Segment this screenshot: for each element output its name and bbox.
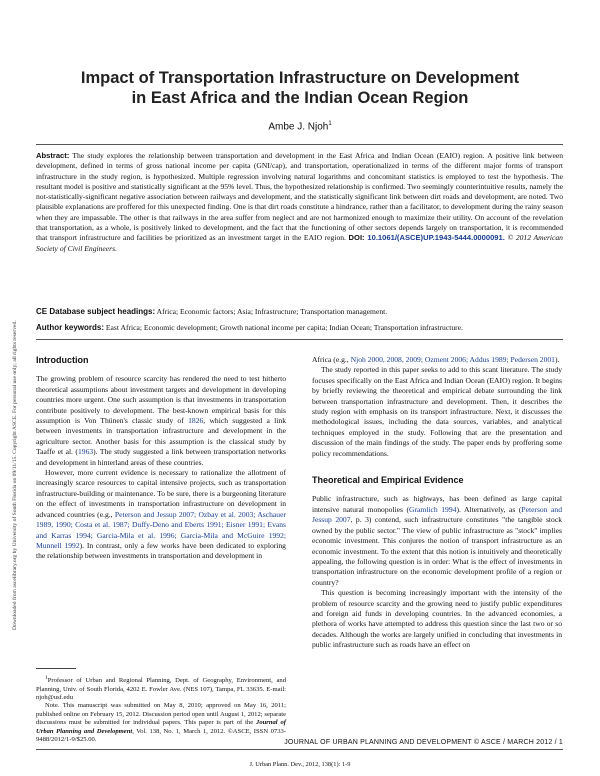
right-paragraph-1: The study reported in this paper seeks to add to this scant literature. The study focuses specifically on the East Africa and Indian Ocean (EAIO) region. It begins by briefly reviewing the theoretical and empirical debate surrounding the link between transportation infrastructure and development. Then, it describes the study region with emphasis on its transport infrastructure. Next, it discusses the methodological issues, including the data sources, variables, and analytical techniques employed in the study. Following that are the presentation and discussion of the main findings of the study. The paper ends by proffering some policy recommendations. [312,365,562,458]
kw-label: Author keywords: [36,323,105,332]
ref-peterson-jessup[interactable]: Peterson and Jessup 2007 [312,504,563,525]
paper-title [40,68,560,108]
title-line-2: in East Africa and the Indian Ocean Region [131,89,469,107]
ref-gramlich[interactable]: Gramlich 1994 [409,504,457,514]
author-name: Ambe J. Njoh [268,121,329,133]
keywords-rule [36,339,563,340]
doi-link[interactable]: 10.1061/(ASCE)UP.1943-5444.0000091. [367,233,505,243]
doi-label: DOI: [348,233,365,243]
journal-footer: JOURNAL OF URBAN PLANNING AND DEVELOPMENT © ASCE / MARCH 2012 / 1 [284,739,563,746]
footer-rule [36,749,563,750]
top-rule [36,144,563,145]
ce-label: CE Database subject headings: [36,307,156,316]
author-keywords [36,323,563,332]
introduction-heading: Introduction [36,355,89,365]
abstract-label: Abstract: [36,151,70,160]
abstract [36,151,563,254]
doi [349,233,505,242]
left-column [36,355,286,562]
right-paragraph-0: Africa (e.g., Njoh 2000, 2008, 2009; Ozment 2006; Addus 1989; Pedersen 2001). [312,355,560,364]
download-sidenote [2,160,18,630]
theory-heading: Theoretical and Empirical Evidence [312,475,464,486]
theory-paragraph-2: This question is becoming increasingly important with the intensity of the problem of resource scarcity and the growing need to justify public expenditures and foreign aid funds in developing countries. In the advanced economies, a plethora of works have attempted to address this question since the last two or so decades. Although the works are largely unified in concluding that investments in public infrastructure such as roads have an effect on [312,588,562,650]
theory-paragraph-1: Public infrastructure, such as highways, has been defined as large capital intensive natural monopolies (Gramlich 1994). Alternatively, as (Peterson and Jessup 2007, p. 3) contend, such infrastructure constitutes "the tangible stock owned by the public sector." The view of public infrastructure as "stock" implies economic investment. This conjures the notion of transport infrastructure as an economic investment. To the extent that this notion is intuitively and theoretically appealing, the following question is in order: What is the effect of investments in transportation infrastructure on the economic development profile of a region or country? [312,494,563,587]
title-line-1: Impact of Transportation Infrastructure on Development [80,69,520,87]
copyright-notice: © 2012 American Society of Civil Engineers. [36,233,563,253]
download-sidenote-text: Downloaded from ascelibrary.org by University of South Florida on 09/11/15. Copyright ASCE. For personal use only; all rights reserved. [12,320,18,630]
footnote-rule [36,668,76,669]
author-line [40,121,560,132]
ce-subject-headings [36,307,563,316]
journal-name: Journal of Urban Planning and Development [36,719,286,735]
kw-text: East Africa; Economic development; Growth national income per capita; Indian Ocean; Transportation infrastructure. [105,323,463,332]
intro-paragraph-1: The growing problem of resource scarcity has rendered the need to test hitherto theoretical assumptions about investment targets and development in developing countries more urgent. One such assumption is that investments in transportation contribute positively to development. The best-known empirical basis for this assumption is Von Thünen's classic study of 1826, which suggested a link between investments in transportation infrastructure and development in the agriculture sector. Another basis for this assumption is the classical study by Taaffe et al. (1963). The study suggested a link between transportation networks and development in hinterland areas of these countries. [36,374,286,467]
intro-paragraph-2: However, more current evidence is necessary to rationalize the allotment of increasingly scarce resources to capital intensive projects, such as transportation infrastructure-building or maintenance. To be sure, there is a burgeoning literature on the effect of investments in transportation infrastructure on development in advanced countries (e.g., Peterson and Jessup 2007; Ozbay et al. 2003; Aschauer 1989, 1990; Costa et al. 1987; Duffy-Deno and Eberts 1991; Eisner 1991; Evans and Karras 1994; Garcia-Mila et al. 1996; Garcia-Mila and McGuire 1992; Munnell 1992). In contrast, only a few works have been dedicated to exploring the relationship between investments in transportation and development in [36,468,286,561]
abstract-text: The study explores the relationship between transportation and development in the East Africa and Indian Ocean (EAIO) region. A positive link between development, defined in terms of gross national income per capita (GNI/cap), and transportation, operationalized in terms of the different major forms of transport infrastructure in the study region, is hypothesized. Multiple regression involving natural logarithms and concomitant statistics is employed to test the hypothesis. The resultant model is positive and statistically significant at the 95% level. Thus, the hypothesized relationship is confirmed. Two seemingly counterintuitive results, namely the not-statistically-significant negative association between railways and development, and the statistically significant link between dirt roads and development, are noted. Two plausible explanations are proffered for this unexpected finding. One is that dirt roads constitute a hindrance, rather than a facilitator, to development during the rainy season when they are impassable. The other is that railways in the area suffer from neglect and are not harmonized enough to maximize their utility. On account of the revelation that transportation, as a whole, is positively linked to development, and the fact that the functioning of other sectors depends largely on transportation, it is recommended that transport infrastructure and facilities be prioritized as an investment target in the EAIO region. [36,151,563,243]
author-footnote-mark: 1 [328,121,332,127]
citation-line: J. Urban Plann. Dev., 2012, 138(1): 1-9 [249,761,351,768]
refs-advanced-countries[interactable]: Peterson and Jessup 2007; Ozbay et al. 2003; Aschauer 1989, 1990; Costa et al. 1987; Duffy-Deno and Eberts 1991; Eisner 1991; Evans and Karras 1994; Garcia-Mila et al. 1996; Garcia-Mila and McGuire 1992; Munnell 1992 [36,509,286,550]
footnotes [36,674,286,744]
right-column [312,355,562,651]
ce-text: Africa; Economic factors; Asia; Infrastructure; Transportation management. [156,307,388,316]
refs-africa[interactable]: Njoh 2000, 2008, 2009; Ozment 2006; Addus 1989; Pedersen 2001 [350,355,555,364]
footnote-note: Note. This manuscript was submitted on May 8, 2010; approved on May 16, 2011; published online on February 15, 2012. Discussion period open until August 1, 2012; separate discussions must be submitted for individual papers. This paper is part of the Journal of Urban Planning and Development, Vol. 138, No. 1, March 1, 2012. ©ASCE, ISSN 0733-9488/2012/1-9/$25.00. [36,702,286,744]
ref-1963[interactable]: 1963 [77,447,94,457]
footnote-1: $^1$Professor of Urban and Regional Planning, Dept. of Geography, Environment, and Planning, Univ. of South Florida, 4202 E. Fowler Ave. (NES 107), Tampa, FL 33635. E-mail: njoh@usf.edu [36,675,286,701]
ref-1826[interactable]: 1826 [188,416,204,426]
